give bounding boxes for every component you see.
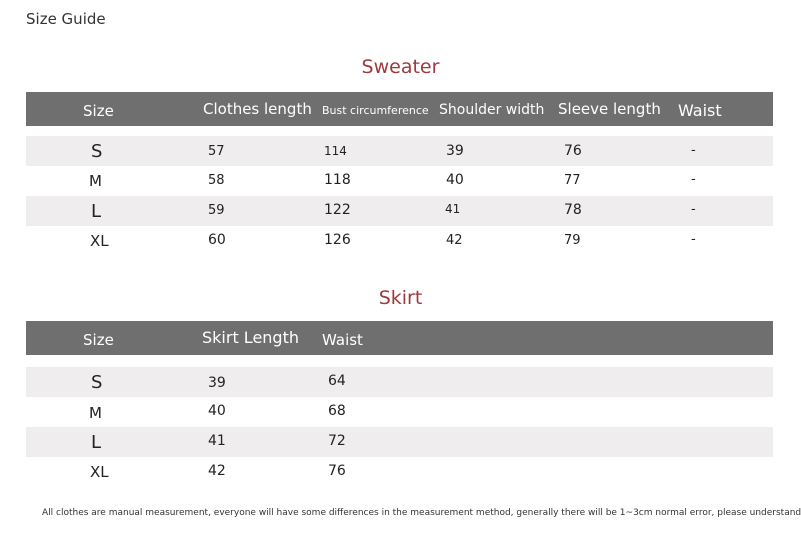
- header-sleeve-length: Sleeve length: [558, 100, 661, 118]
- waist-cell: -: [691, 172, 696, 187]
- header-waist: Waist: [322, 331, 363, 349]
- skirt-table-header: [26, 321, 773, 355]
- table-row: [26, 367, 773, 397]
- skirt-length-cell: 42: [208, 463, 226, 479]
- clothes-length-cell: 60: [208, 232, 226, 248]
- header-size: Size: [83, 331, 114, 349]
- skirt-length-cell: 40: [208, 403, 226, 419]
- size-cell: XL: [90, 463, 109, 481]
- shoulder-cell: 41: [445, 202, 461, 216]
- bust-cell: 114: [324, 144, 347, 158]
- sleeve-cell: 78: [564, 202, 582, 218]
- header-size: Size: [83, 102, 114, 120]
- shoulder-cell: 40: [446, 172, 464, 188]
- skirt-size-table: [26, 321, 773, 487]
- bust-cell: 118: [324, 172, 351, 188]
- size-cell: L: [91, 201, 102, 222]
- sweater-size-table: [26, 92, 773, 256]
- skirt-section-title: Skirt: [378, 287, 423, 309]
- header-waist: Waist: [678, 101, 722, 120]
- size-cell: S: [91, 141, 103, 162]
- skirt-length-cell: 41: [208, 433, 226, 449]
- size-cell: M: [89, 404, 102, 422]
- size-cell: S: [91, 372, 103, 393]
- clothes-length-cell: 59: [208, 203, 225, 218]
- skirt-length-cell: 39: [208, 375, 226, 391]
- table-row: [26, 457, 773, 487]
- waist-cell: 68: [328, 403, 346, 419]
- size-cell: M: [89, 172, 102, 190]
- bust-cell: 126: [324, 232, 351, 248]
- table-row: [26, 136, 773, 166]
- clothes-length-cell: 57: [208, 144, 225, 159]
- clothes-length-cell: 58: [208, 173, 225, 188]
- table-row: [26, 166, 773, 196]
- waist-cell: -: [691, 232, 696, 247]
- header-skirt-length: Skirt Length: [202, 328, 299, 347]
- waist-cell: 64: [328, 373, 346, 389]
- waist-cell: -: [691, 202, 696, 217]
- waist-cell: -: [691, 143, 696, 158]
- size-cell: XL: [90, 232, 109, 250]
- table-row: [26, 397, 773, 427]
- shoulder-cell: 39: [446, 143, 464, 159]
- measurement-note: All clothes are manual measurement, everyone will have some differences in the measurement method, generally there will be 1~3cm normal error, please understand: [42, 508, 801, 518]
- table-row: [26, 196, 773, 226]
- header-shoulder-width: Shoulder width: [439, 102, 545, 118]
- shoulder-cell: 42: [446, 233, 463, 248]
- bust-cell: 122: [324, 202, 351, 218]
- header-clothes-length: Clothes length: [203, 100, 312, 118]
- waist-cell: 76: [328, 463, 346, 479]
- table-row: [26, 226, 773, 256]
- size-cell: L: [91, 432, 102, 453]
- page-title: Size Guide: [26, 10, 106, 28]
- sweater-section-title: Sweater: [361, 56, 440, 78]
- sleeve-cell: 77: [564, 173, 581, 188]
- sleeve-cell: 79: [564, 233, 581, 248]
- waist-cell: 72: [328, 433, 346, 449]
- header-bust-circumference: Bust circumference: [322, 104, 429, 117]
- table-row: [26, 427, 773, 457]
- sleeve-cell: 76: [564, 143, 582, 159]
- sweater-table-header: [26, 92, 773, 126]
